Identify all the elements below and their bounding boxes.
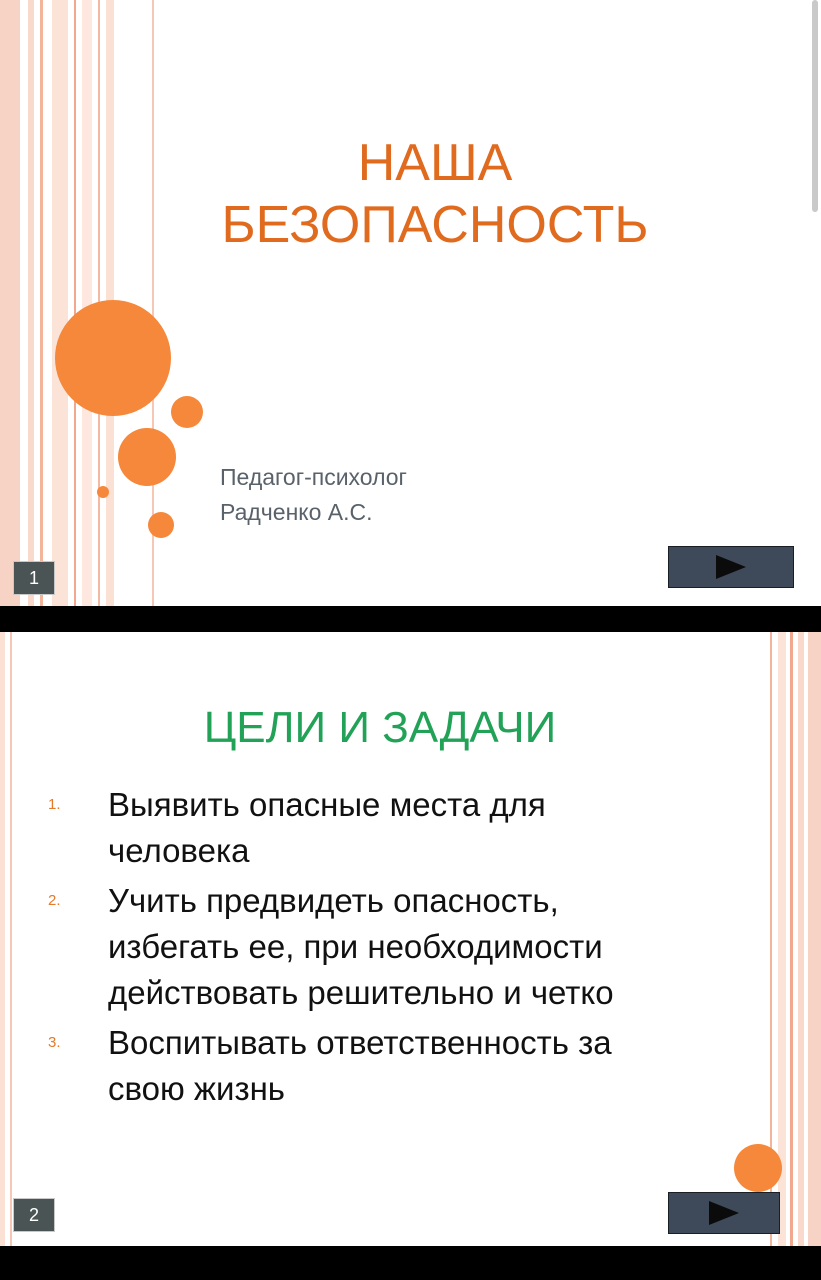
stripe <box>778 632 786 1246</box>
slide-2-title: ЦЕЛИ И ЗАДАЧИ <box>203 703 557 752</box>
slide-2 <box>0 632 821 1246</box>
list-item-text: Выявить опасные места для человека <box>108 786 546 869</box>
decorative-circle-medium <box>118 428 176 486</box>
decorative-circle-large <box>55 300 171 416</box>
slide-number-badge: 1 <box>13 561 55 595</box>
list-item <box>40 1020 690 1112</box>
decorative-circle-small <box>171 396 203 428</box>
decorative-circle-small <box>148 512 174 538</box>
stripe <box>790 632 793 1246</box>
list-item <box>40 878 690 1016</box>
stripe <box>808 632 821 1246</box>
stripe <box>0 0 20 606</box>
stripe <box>28 0 34 606</box>
slide-1-title <box>150 132 720 256</box>
slide-1 <box>0 0 821 606</box>
list-item-text: Воспитывать ответственность за свою жизнь <box>108 1024 612 1107</box>
stripe <box>40 0 43 606</box>
list-item-text: Учить предвидеть опасность, избегать ее, при необходимости действовать решительно и четко <box>108 882 614 1011</box>
stripe <box>0 632 5 1246</box>
scrollbar[interactable] <box>812 0 818 212</box>
next-slide-button[interactable] <box>668 1192 780 1234</box>
stripe <box>74 0 76 606</box>
slide-number-badge: 2 <box>13 1198 55 1232</box>
next-slide-button[interactable] <box>668 546 794 588</box>
list-item-number: 3. <box>48 1034 61 1051</box>
decorative-circle-tiny <box>97 486 109 498</box>
slide-1-subtitle <box>220 460 407 530</box>
play-arrow-icon <box>709 1201 739 1225</box>
author-role: Педагог-психолог <box>220 464 407 490</box>
author-name: Радченко А.С. <box>220 499 373 525</box>
title-line-1: НАША <box>357 134 513 192</box>
decorative-circle <box>734 1144 782 1192</box>
stripe <box>82 0 92 606</box>
play-arrow-icon <box>716 555 746 579</box>
list-item-number: 1. <box>48 796 61 813</box>
stripe <box>798 632 804 1246</box>
list-item-number: 2. <box>48 892 61 909</box>
goals-list <box>40 782 690 1116</box>
list-item <box>40 782 690 874</box>
stripe <box>10 632 12 1246</box>
title-line-2: БЕЗОПАСНОСТЬ <box>221 196 649 254</box>
stripe <box>52 0 68 606</box>
